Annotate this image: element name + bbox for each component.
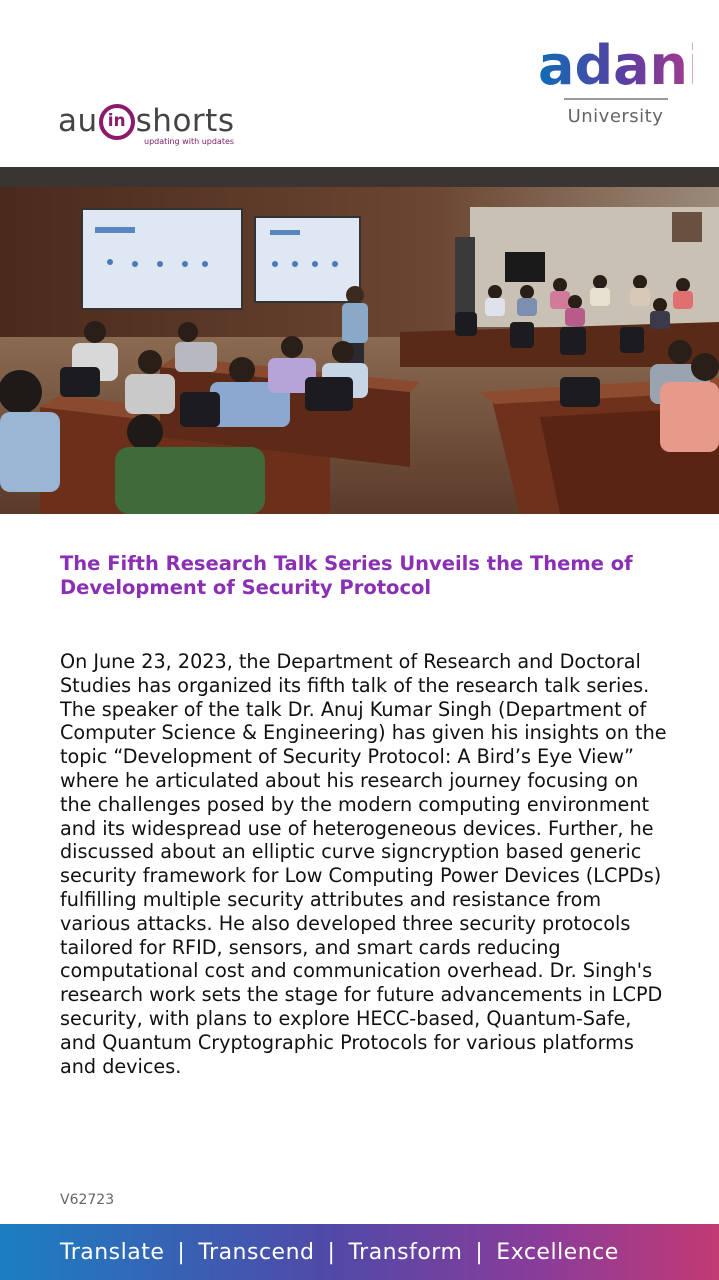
- footer-separator: |: [327, 1239, 336, 1265]
- footer-separator: |: [475, 1239, 484, 1265]
- logo-in-badge: in: [99, 104, 135, 140]
- au-inshorts-logo: [58, 103, 234, 153]
- adani-university-logo: [538, 34, 707, 127]
- footer-item-transcend: Transcend: [198, 1239, 315, 1265]
- logo-divider: [564, 98, 668, 100]
- research-talk-classroom-photo: [0, 167, 719, 514]
- adani-subtitle: University: [567, 106, 664, 127]
- logo-tagline: updating with updates: [144, 137, 235, 146]
- footer-item-translate: Translate: [60, 1239, 165, 1265]
- article-code: V62723: [60, 1192, 115, 1208]
- adani-wordmark: adani: [538, 34, 707, 97]
- footer-separator: |: [177, 1239, 186, 1265]
- footer-tagline-bar: [0, 1224, 719, 1280]
- logo-suffix: shorts: [135, 103, 235, 139]
- footer-item-transform: Transform: [348, 1239, 463, 1265]
- logo-prefix: au: [58, 103, 98, 139]
- classroom-illustration: [0, 167, 719, 514]
- article-body: On June 23, 2023, the Department of Research and Doctoral Studies has organized its fifth talk of the research talk series. The speaker of the talk Dr. Anuj Kumar Singh (Department of Computer Science & Engineering) has given his insights on the topic “Development of Security Protocol: A Bird’s Eye View” where he articulated about his research journey focusing on the challenges posed by the modern computing environment and its widespread use of heterogeneous devices. Further, he discussed about an elliptic curve signcryption based generic security framework for Low Computing Power Devices (LCPDs) fulfilling multiple security attributes and resistance from various attacks. He also developed three security protocols tailored for RFID, sensors, and smart cards reducing computational cost and communication overhead. Dr. Singh's research work sets the stage for future advancements in LCPD security, with plans to explore HECC-based, Quantum-Safe, and Quantum Cryptographic Protocols for various platforms and devices.: [60, 650, 667, 1078]
- header: [0, 0, 719, 167]
- footer-item-excellence: Excellence: [496, 1239, 619, 1265]
- article-title: The Fifth Research Talk Series Unveils the Theme of Development of Security Protocol: [60, 552, 633, 599]
